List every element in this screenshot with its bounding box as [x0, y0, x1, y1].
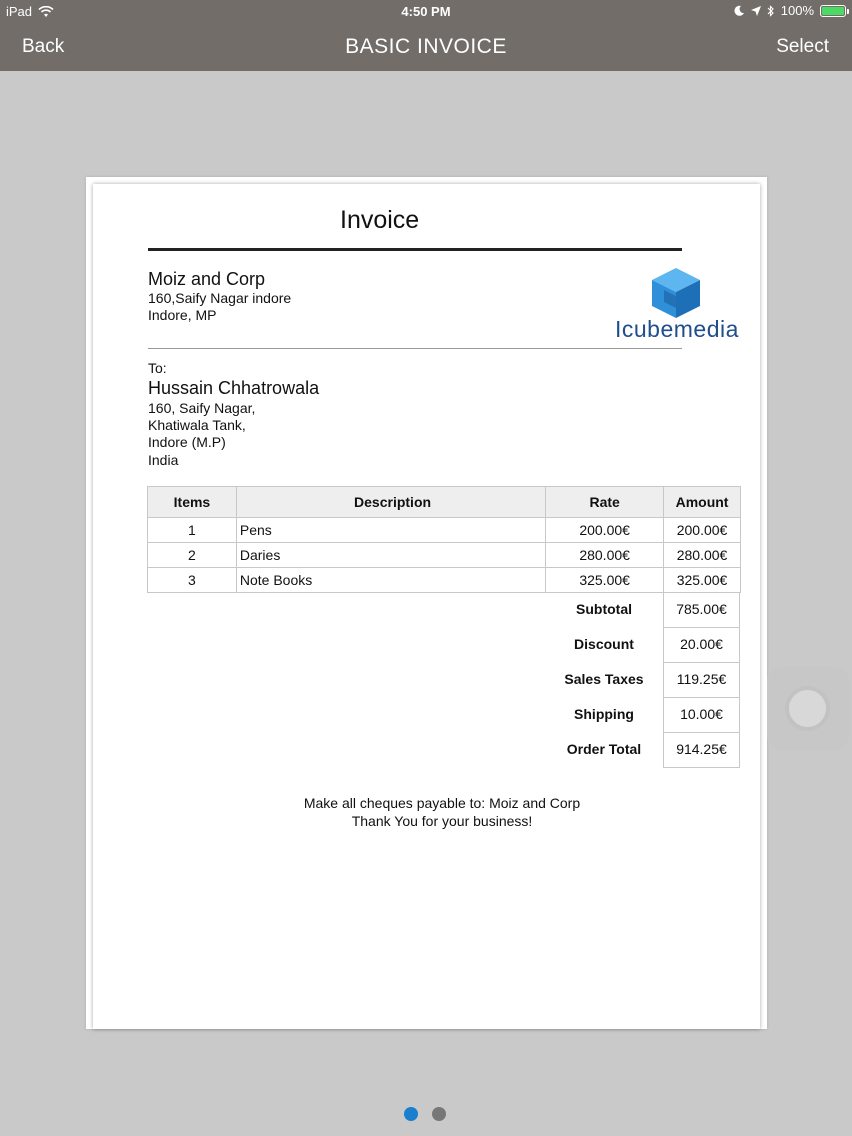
table-row — [148, 568, 741, 593]
item-description: Pens — [236, 518, 545, 543]
assistive-touch-icon — [785, 686, 830, 731]
item-rate: 200.00€ — [546, 518, 664, 543]
table-header-row — [148, 487, 741, 518]
totals-row-sales-taxes — [545, 662, 741, 697]
shipping-value: 10.00€ — [663, 697, 740, 733]
line-items-table — [147, 486, 741, 593]
sender-address-line: Indore, MP — [148, 307, 217, 323]
status-time: 4:50 PM — [401, 4, 451, 19]
bluetooth-icon — [767, 5, 775, 17]
item-rate: 325.00€ — [546, 568, 664, 593]
item-number: 3 — [148, 568, 237, 593]
moon-icon — [734, 5, 745, 16]
page-dot[interactable] — [432, 1107, 446, 1121]
nav-title: BASIC INVOICE — [345, 35, 507, 58]
discount-label: Discount — [574, 636, 634, 652]
recipient-name: Hussain Chhatrowala — [148, 378, 320, 398]
invoice-title: Invoice — [340, 206, 420, 234]
item-number: 1 — [148, 518, 237, 543]
column-header-rate: Rate — [546, 487, 664, 518]
sender-address-line: 160,Saify Nagar indore — [148, 290, 292, 306]
back-button[interactable]: Back — [22, 36, 65, 57]
item-amount: 200.00€ — [664, 518, 741, 543]
company-logo-text: Icubemedia — [615, 316, 739, 342]
status-bar — [0, 0, 852, 24]
title-divider — [148, 248, 682, 251]
subtotal-label: Subtotal — [576, 601, 632, 617]
item-number: 2 — [148, 543, 237, 568]
address-divider — [148, 348, 682, 349]
recipient-address-line: Indore (M.P) — [148, 434, 226, 450]
column-header-description: Description — [236, 487, 545, 518]
assistive-touch-button[interactable] — [767, 667, 849, 750]
recipient-label: To: — [148, 360, 167, 376]
payment-note: Make all cheques payable to: Moiz and Corp — [303, 795, 581, 811]
column-header-amount: Amount — [664, 487, 741, 518]
thank-you-note: Thank You for your business! — [351, 813, 533, 829]
totals-row-discount — [545, 627, 741, 662]
sales-taxes-value: 119.25€ — [663, 662, 740, 698]
totals-row-shipping — [545, 697, 741, 732]
location-arrow-icon — [751, 6, 761, 16]
subtotal-value: 785.00€ — [663, 592, 740, 628]
sales-taxes-label: Sales Taxes — [564, 671, 644, 687]
table-row — [148, 518, 741, 543]
sender-name: Moiz and Corp — [148, 269, 266, 289]
totals-section — [545, 592, 741, 767]
item-description: Daries — [236, 543, 545, 568]
navigation-bar — [0, 24, 852, 71]
item-amount: 280.00€ — [664, 543, 741, 568]
column-header-items: Items — [148, 487, 237, 518]
recipient-address-line: 160, Saify Nagar, — [148, 400, 256, 416]
recipient-address-line: Khatiwala Tank, — [148, 417, 246, 433]
discount-value: 20.00€ — [663, 627, 740, 663]
table-row — [148, 543, 741, 568]
battery-percent: 100% — [780, 3, 814, 18]
totals-row-order-total — [545, 732, 741, 767]
order-total-value: 914.25€ — [663, 732, 740, 768]
select-button[interactable]: Select — [776, 36, 829, 57]
item-description: Note Books — [236, 568, 545, 593]
page-dot[interactable] — [404, 1107, 418, 1121]
recipient-address-line: India — [148, 452, 179, 468]
shipping-label: Shipping — [574, 706, 634, 722]
device-label: iPad — [6, 4, 33, 19]
item-rate: 280.00€ — [546, 543, 664, 568]
item-amount: 325.00€ — [664, 568, 741, 593]
order-total-label: Order Total — [566, 741, 642, 757]
page-indicator — [404, 1107, 446, 1121]
totals-row-subtotal — [545, 592, 741, 627]
battery-icon — [820, 5, 846, 17]
